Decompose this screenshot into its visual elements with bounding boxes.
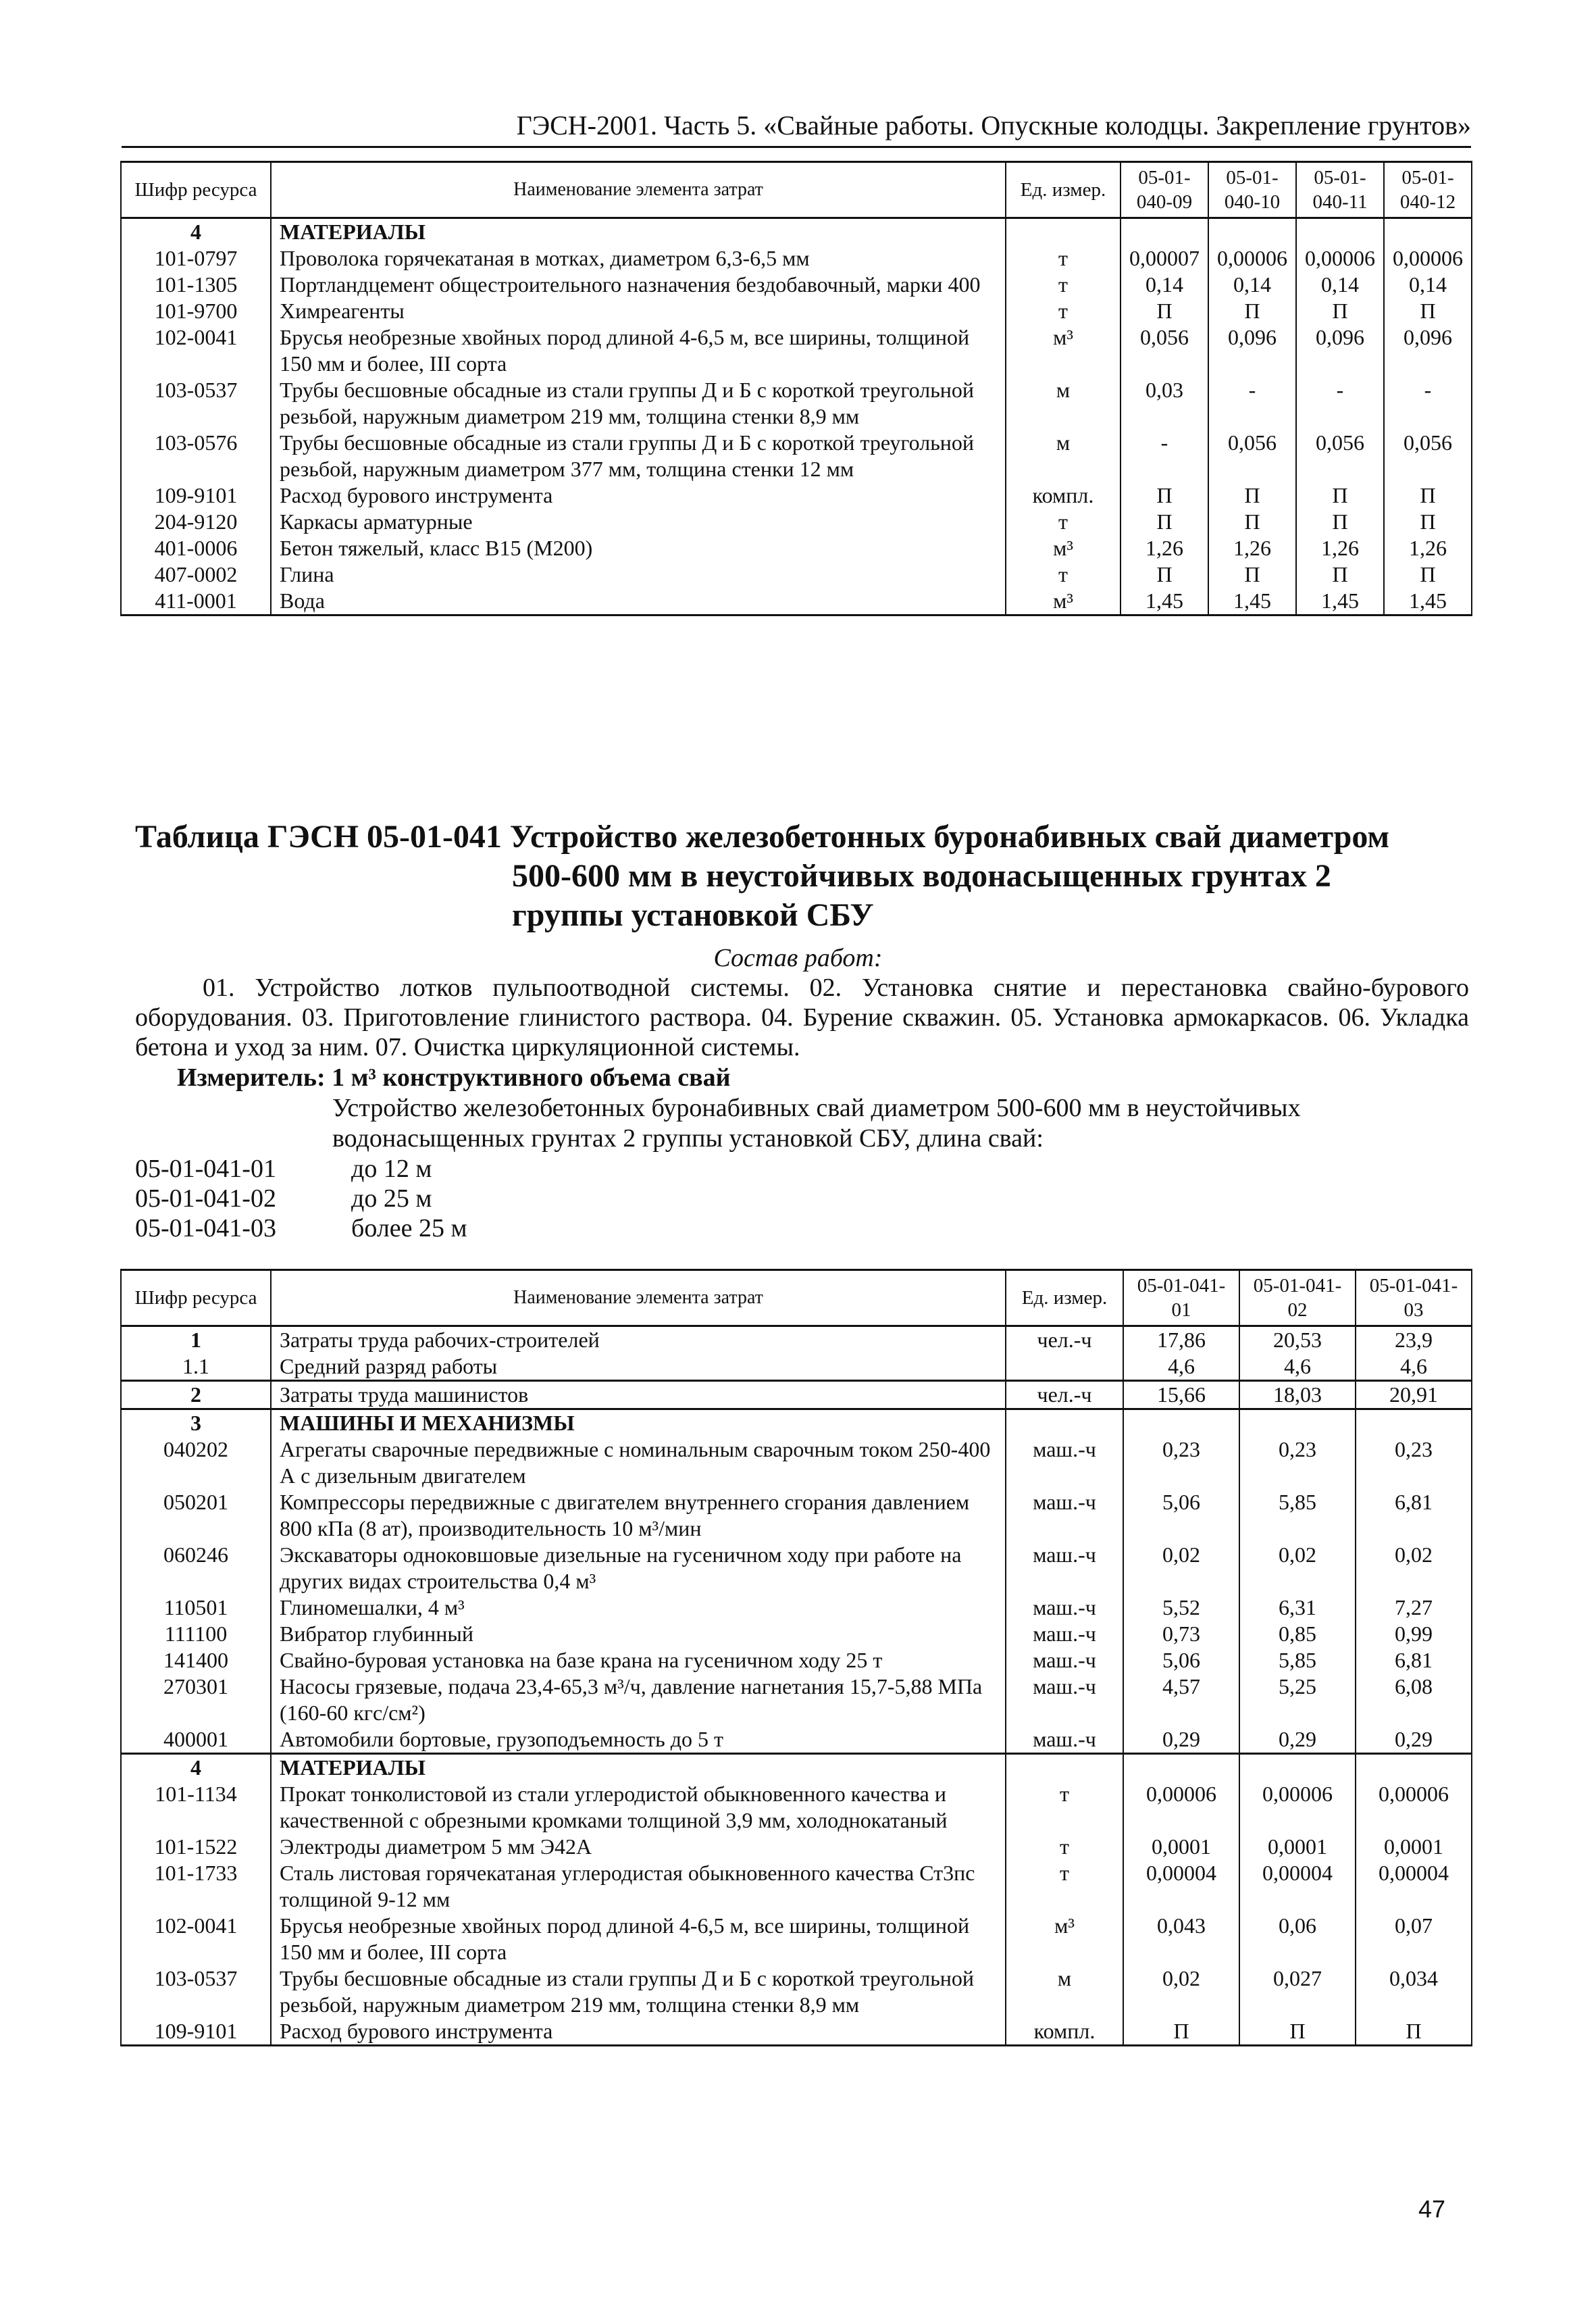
cost-element-cell: Брусья необрезные хвойных пород длиной 4-6,5 м, все ширины, толщиной 150 мм и более, III сорта	[271, 1913, 1006, 1965]
norm-description: Устройство железобетонных буронабивных свай диаметром 500-600 мм в неустойчивых водонасыщенных грунтах 2 группы установкой СБУ, длина свай:	[332, 1094, 1301, 1153]
norm-value-cell: 5,25	[1239, 1674, 1356, 1726]
norm-value-cell: 0,00006	[1208, 245, 1296, 272]
cost-element-cell: Портландцемент общестроительного назначения бездобавочный, марки 400	[271, 272, 1006, 298]
norm-value-cell: 0,0001	[1356, 1834, 1472, 1860]
cost-element-cell: Затраты труда машинистов	[271, 1381, 1006, 1409]
norm-value-cell	[1239, 1754, 1356, 1782]
norm-value-cell	[1356, 1409, 1472, 1437]
table-row	[121, 1381, 1472, 1409]
header-cost-element: Наименование элемента затрат	[271, 162, 1006, 218]
norm-value-cell: 0,00004	[1356, 1860, 1472, 1913]
norm-value-cell: 17,86	[1123, 1326, 1239, 1354]
norm-value-cell: 5,06	[1123, 1647, 1239, 1674]
table-row	[121, 430, 1472, 482]
unit-cell	[1006, 218, 1121, 246]
norm-value-cell	[1296, 218, 1384, 246]
norm-value-cell: 6,81	[1356, 1647, 1472, 1674]
norm-value-cell: 0,0001	[1123, 1834, 1239, 1860]
resource-code-cell: 111100	[121, 1621, 271, 1647]
table-row	[121, 1860, 1472, 1913]
header-resource-code: Шифр ресурса	[121, 1270, 271, 1326]
cost-element-cell: Автомобили бортовые, грузоподъемность до 5 т	[271, 1726, 1006, 1754]
cost-element-cell: Прокат тонколистовой из стали углеродистой обыкновенного качества и качественной с обрезными кромками толщиной 3,9 мм, холоднокатаный	[271, 1781, 1006, 1834]
table-title	[135, 818, 1418, 935]
works-list: 01. Устройство лотков пульпоотводной системы. 02. Установка снятие и перестановка свайно-бурового оборудования. 03. Приготовление глинистого раствора. 04. Бурение скважин. 05. Установка армокаркасов. 06. Укладка бетона и уход за ним. 07. Очистка циркуляционной системы.	[135, 974, 1469, 1061]
table-row	[121, 1965, 1472, 2018]
norm-value-cell: 0,00006	[1384, 245, 1472, 272]
table-row	[121, 245, 1472, 272]
resource-code-cell: 050201	[121, 1489, 271, 1542]
norm-value-cell: П	[1208, 561, 1296, 588]
norm-value-cell: 0,096	[1208, 324, 1296, 377]
norm-value-cell: 6,08	[1356, 1674, 1472, 1726]
resource-code-cell: 101-0797	[121, 245, 271, 272]
unit-cell: м³	[1006, 324, 1121, 377]
table-row	[121, 1913, 1472, 1965]
cost-table-041	[120, 1269, 1472, 2046]
norm-value-cell: 0,00004	[1239, 1860, 1356, 1913]
norm-value-cell: 0,00006	[1239, 1781, 1356, 1834]
norm-value-cell: 0,043	[1123, 1913, 1239, 1965]
cost-element-cell: Агрегаты сварочные передвижные с номинальным сварочным током 250-400 А с дизельным двигателем	[271, 1436, 1006, 1489]
resource-code-cell: 110501	[121, 1594, 271, 1621]
norm-value-cell: 4,6	[1123, 1353, 1239, 1381]
norm-value-cell: П	[1121, 482, 1208, 509]
unit-cell: маш.-ч	[1006, 1726, 1123, 1754]
unit-cell: чел.-ч	[1006, 1326, 1123, 1354]
variant-code: 05-01-041-01	[135, 1155, 276, 1183]
resource-code-cell: 411-0001	[121, 588, 271, 615]
table-row	[121, 1542, 1472, 1594]
norm-value-cell	[1384, 218, 1472, 246]
norm-value-cell: 20,91	[1356, 1381, 1472, 1409]
norm-value-cell: П	[1208, 482, 1296, 509]
unit-cell: чел.-ч	[1006, 1381, 1123, 1409]
norm-value-cell: П	[1296, 509, 1384, 535]
cost-element-cell: Электроды диаметром 5 мм Э42А	[271, 1834, 1006, 1860]
header-norm-code: 05-01-041-01	[1123, 1270, 1239, 1326]
variant-item	[135, 1154, 467, 1184]
resource-code-cell: 109-9101	[121, 482, 271, 509]
cost-element-cell: Проволока горячекатаная в мотках, диаметром 6,3-6,5 мм	[271, 245, 1006, 272]
page-number: 47	[1418, 2195, 1446, 2223]
unit-cell: т	[1006, 272, 1121, 298]
norm-value-cell: -	[1121, 430, 1208, 482]
cost-element-cell: Глиномешалки, 4 м³	[271, 1594, 1006, 1621]
norm-value-cell: 0,99	[1356, 1621, 1472, 1647]
table-row	[121, 1353, 1472, 1381]
table-row	[121, 588, 1472, 615]
resource-code-cell: 2	[121, 1381, 271, 1409]
norm-value-cell: 4,6	[1356, 1353, 1472, 1381]
table-row	[121, 298, 1472, 324]
variant-text: более 25 м	[351, 1214, 467, 1242]
table-row	[121, 272, 1472, 298]
norm-value-cell: П	[1384, 298, 1472, 324]
norm-value-cell: 4,57	[1123, 1674, 1239, 1726]
norm-value-cell: 0,14	[1384, 272, 1472, 298]
resource-code-cell: 102-0041	[121, 1913, 271, 1965]
resource-code-cell: 1	[121, 1326, 271, 1354]
cost-element-cell: Трубы бесшовные обсадные из стали группы Д и Б с короткой треугольной резьбой, наружным диаметром 219 мм, толщина стенки 8,9 мм	[271, 377, 1006, 430]
cost-element-cell: МАШИНЫ И МЕХАНИЗМЫ	[271, 1409, 1006, 1437]
norm-value-cell: 0,03	[1121, 377, 1208, 430]
header-norm-code: 05-01-040-09	[1121, 162, 1208, 218]
table-body	[121, 1326, 1472, 2046]
norm-value-cell: 0,23	[1123, 1436, 1239, 1489]
resource-code-cell: 109-9101	[121, 2018, 271, 2046]
norm-value-cell: 0,29	[1356, 1726, 1472, 1754]
resource-code-cell: 270301	[121, 1674, 271, 1726]
norm-value-cell: -	[1384, 377, 1472, 430]
composition-label: Состав работ:	[713, 944, 883, 972]
norm-value-cell: П	[1296, 298, 1384, 324]
norm-value-cell: 0,02	[1123, 1965, 1239, 2018]
table-row	[121, 1326, 1472, 1354]
norm-value-cell: П	[1384, 509, 1472, 535]
resource-code-cell: 060246	[121, 1542, 271, 1594]
table-row	[121, 561, 1472, 588]
norm-value-cell: 0,29	[1123, 1726, 1239, 1754]
resource-code-cell: 103-0537	[121, 377, 271, 430]
norm-value-cell: 1,26	[1208, 535, 1296, 561]
table-header-row	[121, 1270, 1472, 1326]
header-resource-code: Шифр ресурса	[121, 162, 271, 218]
norm-value-cell: 0,06	[1239, 1913, 1356, 1965]
norm-value-cell: П	[1384, 482, 1472, 509]
resource-code-cell: 407-0002	[121, 561, 271, 588]
header-norm-code: 05-01-040-12	[1384, 162, 1472, 218]
unit-cell: маш.-ч	[1006, 1489, 1123, 1542]
unit-cell: м³	[1006, 1913, 1123, 1965]
norm-value-cell: 0,14	[1121, 272, 1208, 298]
unit-cell: м	[1006, 430, 1121, 482]
norm-value-cell: 0,14	[1296, 272, 1384, 298]
norm-value-cell: 0,23	[1239, 1436, 1356, 1489]
norm-value-cell: 0,0001	[1239, 1834, 1356, 1860]
unit-cell: компл.	[1006, 482, 1121, 509]
norm-value-cell: 0,02	[1356, 1542, 1472, 1594]
table-row	[121, 535, 1472, 561]
table-row	[121, 1436, 1472, 1489]
cost-element-cell: Расход бурового инструмента	[271, 2018, 1006, 2046]
table-row	[121, 1674, 1472, 1726]
header-norm-code: 05-01-040-10	[1208, 162, 1296, 218]
header-unit: Ед. измер.	[1006, 162, 1121, 218]
table-row	[121, 218, 1472, 246]
table-row	[121, 1781, 1472, 1834]
table-row	[121, 1726, 1472, 1754]
unit-cell: маш.-ч	[1006, 1647, 1123, 1674]
norm-value-cell: 1,45	[1296, 588, 1384, 615]
unit-cell: маш.-ч	[1006, 1542, 1123, 1594]
norm-value-cell: 6,31	[1239, 1594, 1356, 1621]
resource-code-cell: 040202	[121, 1436, 271, 1489]
cost-element-cell: МАТЕРИАЛЫ	[271, 218, 1006, 246]
norm-value-cell: 0,23	[1356, 1436, 1472, 1489]
norm-value-cell	[1123, 1409, 1239, 1437]
norm-value-cell: 4,6	[1239, 1353, 1356, 1381]
norm-value-cell: 5,85	[1239, 1647, 1356, 1674]
norm-value-cell: П	[1384, 561, 1472, 588]
table-title-line: группы установкой СБУ	[512, 897, 874, 933]
resource-code-cell: 1.1	[121, 1353, 271, 1381]
norm-value-cell: 23,9	[1356, 1326, 1472, 1354]
norm-value-cell: П	[1296, 482, 1384, 509]
unit-cell: м³	[1006, 535, 1121, 561]
resource-code-cell: 204-9120	[121, 509, 271, 535]
norm-value-cell: П	[1208, 298, 1296, 324]
unit-cell: т	[1006, 1860, 1123, 1913]
variant-text: до 25 м	[351, 1184, 432, 1213]
unit-cell: м	[1006, 1965, 1123, 2018]
unit-cell: т	[1006, 561, 1121, 588]
cost-element-cell: Затраты труда рабочих-строителей	[271, 1326, 1006, 1354]
table-header-row	[121, 162, 1472, 218]
norm-value-cell: 1,26	[1384, 535, 1472, 561]
norm-value-cell: П	[1121, 509, 1208, 535]
header-norm-code: 05-01-041-02	[1239, 1270, 1356, 1326]
cost-element-cell: МАТЕРИАЛЫ	[271, 1754, 1006, 1782]
norm-value-cell: 7,27	[1356, 1594, 1472, 1621]
norm-value-cell: -	[1208, 377, 1296, 430]
cost-element-cell: Экскаваторы одноковшовые дизельные на гусеничном ходу при работе на других видах строительства 0,4 м³	[271, 1542, 1006, 1594]
unit-cell: маш.-ч	[1006, 1621, 1123, 1647]
table-row	[121, 482, 1472, 509]
table-title-line: Таблица ГЭСН 05-01-041 Устройство железобетонных буронабивных свай диаметром	[135, 819, 1390, 855]
unit-cell	[1006, 1409, 1123, 1437]
resource-code-cell: 400001	[121, 1726, 271, 1754]
resource-code-cell: 3	[121, 1409, 271, 1437]
unit-cell: т	[1006, 245, 1121, 272]
norm-value-cell: 5,85	[1239, 1489, 1356, 1542]
table-row	[121, 1621, 1472, 1647]
cost-element-cell: Глина	[271, 561, 1006, 588]
cost-element-cell: Средний разряд работы	[271, 1353, 1006, 1381]
norm-value-cell: 1,26	[1296, 535, 1384, 561]
table-row	[121, 1489, 1472, 1542]
norm-value-cell: 0,14	[1208, 272, 1296, 298]
norm-value-cell	[1356, 1754, 1472, 1782]
norm-value-cell: П	[1121, 561, 1208, 588]
cost-element-cell: Сталь листовая горячекатаная углеродистая обыкновенного качества Ст3пс толщиной 9-12 мм	[271, 1860, 1006, 1913]
table-title-line: 500-600 мм в неустойчивых водонасыщенных грунтах 2	[512, 858, 1331, 894]
table-row	[121, 1594, 1472, 1621]
norm-value-cell: 5,06	[1123, 1489, 1239, 1542]
cost-element-cell: Свайно-буровая установка на базе крана на гусеничном ходу 25 т	[271, 1647, 1006, 1674]
resource-code-cell: 141400	[121, 1647, 271, 1674]
norm-value-cell: П	[1296, 561, 1384, 588]
norm-value-cell: 18,03	[1239, 1381, 1356, 1409]
norm-value-cell: П	[1239, 2018, 1356, 2046]
norm-value-cell: 0,02	[1123, 1542, 1239, 1594]
norm-value-cell: 1,45	[1121, 588, 1208, 615]
unit-cell: м³	[1006, 588, 1121, 615]
norm-value-cell: 0,85	[1239, 1621, 1356, 1647]
norm-value-cell: 0,00006	[1123, 1781, 1239, 1834]
norm-variants	[135, 1154, 467, 1243]
variant-item	[135, 1184, 467, 1213]
norm-value-cell: -	[1296, 377, 1384, 430]
measure-unit: Измеритель: 1 м³ конструктивного объема свай	[177, 1063, 731, 1092]
cost-element-cell: Брусья необрезные хвойных пород длиной 4-6,5 м, все ширины, толщиной 150 мм и более, III сорта	[271, 324, 1006, 377]
unit-cell: т	[1006, 298, 1121, 324]
table-row	[121, 2018, 1472, 2046]
norm-value-cell	[1123, 1754, 1239, 1782]
norm-value-cell: 0,056	[1296, 430, 1384, 482]
variant-item	[135, 1213, 467, 1243]
unit-cell: маш.-ч	[1006, 1594, 1123, 1621]
cost-element-cell: Насосы грязевые, подача 23,4-65,3 м³/ч, давление нагнетания 15,7-5,88 МПа (160-60 кгс/см²)	[271, 1674, 1006, 1726]
variant-text: до 12 м	[351, 1155, 432, 1183]
norm-value-cell: 0,02	[1239, 1542, 1356, 1594]
unit-cell: маш.-ч	[1006, 1436, 1123, 1489]
resource-code-cell: 101-1134	[121, 1781, 271, 1834]
unit-cell: маш.-ч	[1006, 1674, 1123, 1726]
table-row	[121, 1834, 1472, 1860]
table-row	[121, 1754, 1472, 1782]
unit-cell: т	[1006, 509, 1121, 535]
resource-code-cell: 103-0537	[121, 1965, 271, 2018]
resource-code-cell: 4	[121, 1754, 271, 1782]
norm-value-cell: П	[1356, 2018, 1472, 2046]
norm-value-cell: 0,096	[1384, 324, 1472, 377]
norm-value-cell: 1,45	[1208, 588, 1296, 615]
norm-value-cell: 1,26	[1121, 535, 1208, 561]
norm-value-cell: 0,07	[1356, 1913, 1472, 1965]
cost-element-cell: Химреагенты	[271, 298, 1006, 324]
variant-code: 05-01-041-03	[135, 1214, 276, 1242]
cost-element-cell: Каркасы арматурные	[271, 509, 1006, 535]
resource-code-cell: 101-1733	[121, 1860, 271, 1913]
cost-element-cell: Вода	[271, 588, 1006, 615]
variant-code: 05-01-041-02	[135, 1184, 276, 1213]
norm-value-cell: 0,056	[1121, 324, 1208, 377]
unit-cell	[1006, 1754, 1123, 1782]
norm-value-cell: 5,52	[1123, 1594, 1239, 1621]
norm-value-cell: 15,66	[1123, 1381, 1239, 1409]
resource-code-cell: 401-0006	[121, 535, 271, 561]
table-row	[121, 377, 1472, 430]
header-norm-code: 05-01-041-03	[1356, 1270, 1472, 1326]
norm-value-cell: 0,096	[1296, 324, 1384, 377]
header-norm-code: 05-01-040-11	[1296, 162, 1384, 218]
resource-code-cell: 101-1522	[121, 1834, 271, 1860]
norm-value-cell: 0,00004	[1123, 1860, 1239, 1913]
norm-value-cell: 0,056	[1208, 430, 1296, 482]
norm-value-cell: 0,056	[1384, 430, 1472, 482]
unit-cell: м	[1006, 377, 1121, 430]
norm-value-cell: 6,81	[1356, 1489, 1472, 1542]
cost-element-cell: Бетон тяжелый, класс В15 (М200)	[271, 535, 1006, 561]
norm-value-cell: 0,29	[1239, 1726, 1356, 1754]
table-row	[121, 1647, 1472, 1674]
cost-element-cell: Вибратор глубинный	[271, 1621, 1006, 1647]
norm-value-cell: П	[1123, 2018, 1239, 2046]
norm-value-cell: П	[1121, 298, 1208, 324]
unit-cell: т	[1006, 1781, 1123, 1834]
cost-element-cell: Расход бурового инструмента	[271, 482, 1006, 509]
running-header: ГЭСН-2001. Часть 5. «Свайные работы. Опускные колодцы. Закрепление грунтов»	[122, 108, 1471, 148]
table-row	[121, 509, 1472, 535]
table-row	[121, 1409, 1472, 1437]
norm-value-cell: П	[1208, 509, 1296, 535]
norm-value-cell	[1239, 1409, 1356, 1437]
unit-cell	[1006, 1353, 1123, 1381]
norm-value-cell: 0,00007	[1121, 245, 1208, 272]
norm-value-cell	[1121, 218, 1208, 246]
cost-table-040	[120, 161, 1472, 616]
resource-code-cell: 103-0576	[121, 430, 271, 482]
resource-code-cell: 101-1305	[121, 272, 271, 298]
norm-value-cell: 0,034	[1356, 1965, 1472, 2018]
norm-value-cell: 0,00006	[1296, 245, 1384, 272]
cost-element-cell: Компрессоры передвижные с двигателем внутреннего сгорания давлением 800 кПа (8 ат), производительность 10 м³/мин	[271, 1489, 1006, 1542]
cost-element-cell: Трубы бесшовные обсадные из стали группы Д и Б с короткой треугольной резьбой, наружным диаметром 377 мм, толщина стенки 12 мм	[271, 430, 1006, 482]
resource-code-cell: 4	[121, 218, 271, 246]
header-unit: Ед. измер.	[1006, 1270, 1123, 1326]
norm-value-cell: 20,53	[1239, 1326, 1356, 1354]
norm-value-cell: 1,45	[1384, 588, 1472, 615]
norm-value-cell	[1208, 218, 1296, 246]
table-row	[121, 324, 1472, 377]
resource-code-cell: 102-0041	[121, 324, 271, 377]
header-cost-element: Наименование элемента затрат	[271, 1270, 1006, 1326]
norm-value-cell: 0,73	[1123, 1621, 1239, 1647]
cost-element-cell: Трубы бесшовные обсадные из стали группы Д и Б с короткой треугольной резьбой, наружным диаметром 219 мм, толщина стенки 8,9 мм	[271, 1965, 1006, 2018]
norm-value-cell: 0,00006	[1356, 1781, 1472, 1834]
unit-cell: т	[1006, 1834, 1123, 1860]
resource-code-cell: 101-9700	[121, 298, 271, 324]
table-body	[121, 218, 1472, 615]
norm-value-cell: 0,027	[1239, 1965, 1356, 2018]
unit-cell: компл.	[1006, 2018, 1123, 2046]
